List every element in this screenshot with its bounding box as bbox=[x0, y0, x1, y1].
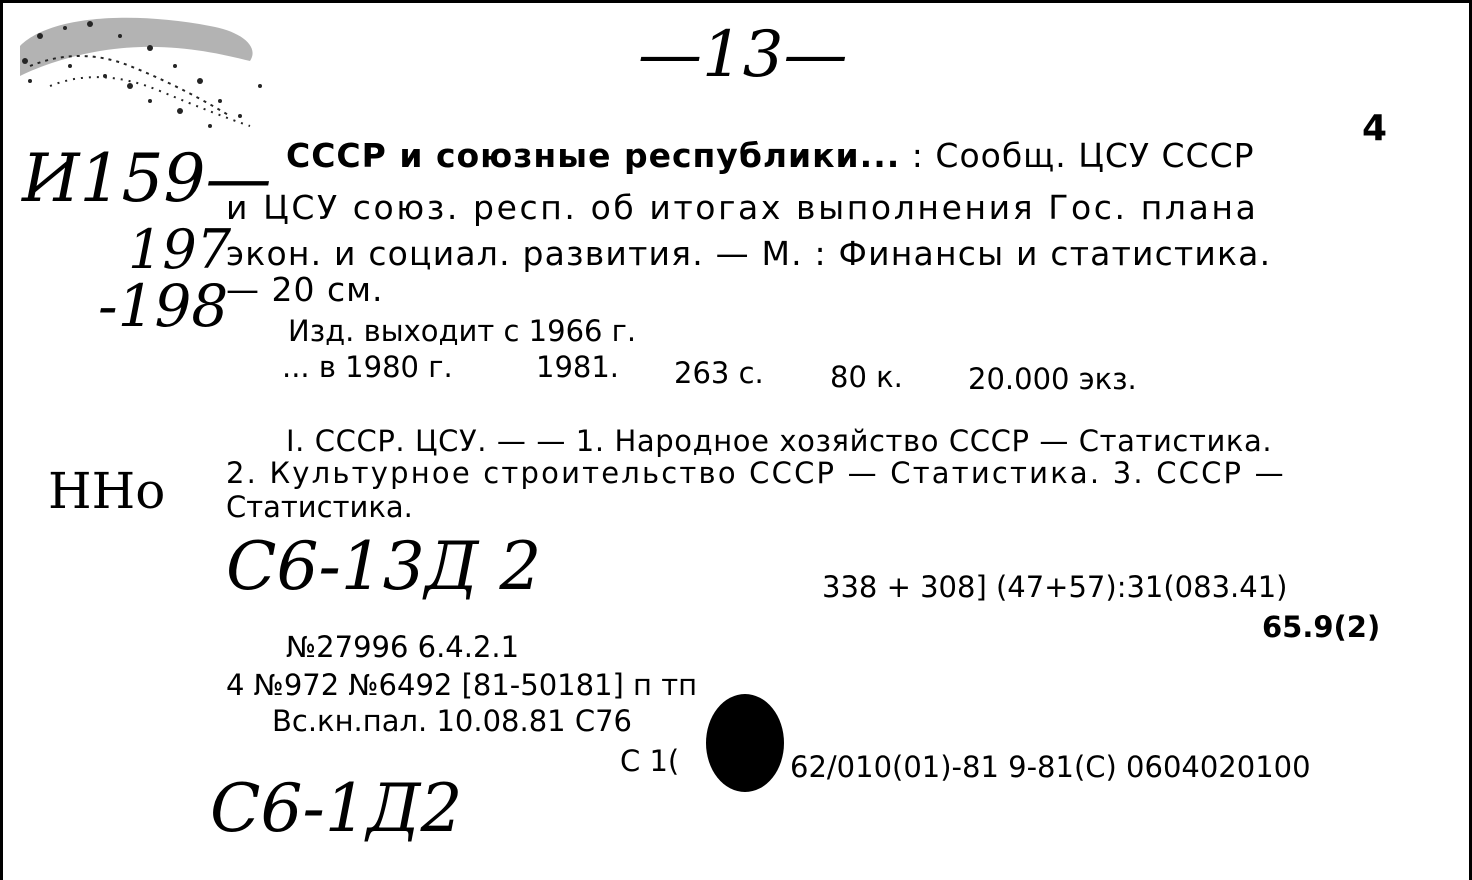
description-line-3: экон. и социал. развития. — М. : Финансы и статистика. bbox=[226, 234, 1272, 273]
title-bold: СССР и союзные республики... bbox=[286, 136, 901, 175]
pages: 263 с. bbox=[674, 356, 764, 390]
imprint-line-3: Вс.кн.пал. 10.08.81 С76 bbox=[272, 704, 632, 738]
title-rest: : Сообщ. ЦСУ СССР bbox=[911, 136, 1255, 175]
description-line-2: и ЦСУ союз. респ. об итогах выполнения Гос. плана bbox=[226, 188, 1259, 227]
handwritten-mark: ННо bbox=[48, 462, 166, 520]
handwritten-call-range-start: 197 bbox=[128, 218, 232, 281]
card-number: 4 bbox=[1362, 108, 1388, 149]
handwritten-code-2: С6-1Д2 bbox=[210, 770, 463, 847]
card-border-top bbox=[0, 0, 1472, 3]
bbk-index: 65.9(2) bbox=[1262, 610, 1381, 644]
year: 1981. bbox=[536, 350, 620, 384]
imprint-line-4-right: 62/010(01)-81 9-81(С) 0604020100 bbox=[790, 750, 1311, 784]
year-label: ... в 1980 г. bbox=[282, 350, 453, 384]
imprint-line-1: №27996 6.4.2.1 bbox=[286, 630, 520, 664]
ink-blot bbox=[706, 694, 784, 792]
subjects-line-2: 2. Культурное строительство СССР — Статистика. 3. СССР — bbox=[226, 456, 1286, 490]
copies: 20.000 экз. bbox=[968, 362, 1137, 396]
imprint-line-2: 4 №972 №6492 [81-50181] п тп bbox=[226, 668, 698, 702]
issued-note: Изд. выходит с 1966 г. bbox=[288, 314, 637, 348]
handwritten-page-number: —13— bbox=[638, 18, 848, 92]
handwritten-call-range-end: -198 bbox=[98, 272, 229, 340]
description-line-4: — 20 см. bbox=[226, 270, 384, 309]
price: 80 к. bbox=[830, 360, 903, 394]
handwritten-code-1: С6-13Д 2 bbox=[226, 528, 542, 605]
imprint-line-4-left: С 1( bbox=[620, 744, 680, 778]
stain-smudge bbox=[10, 6, 280, 136]
subjects-line-3: Статистика. bbox=[226, 490, 413, 524]
description-line-1 bbox=[286, 136, 1255, 175]
udc-index: 338 + 308] (47+57):31(083.41) bbox=[822, 570, 1288, 604]
card-border-left bbox=[0, 0, 3, 880]
handwritten-call-number: И159— bbox=[22, 140, 272, 217]
subjects-line-1: I. СССР. ЦСУ. — — 1. Народное хозяйство СССР — Статистика. bbox=[286, 424, 1273, 458]
